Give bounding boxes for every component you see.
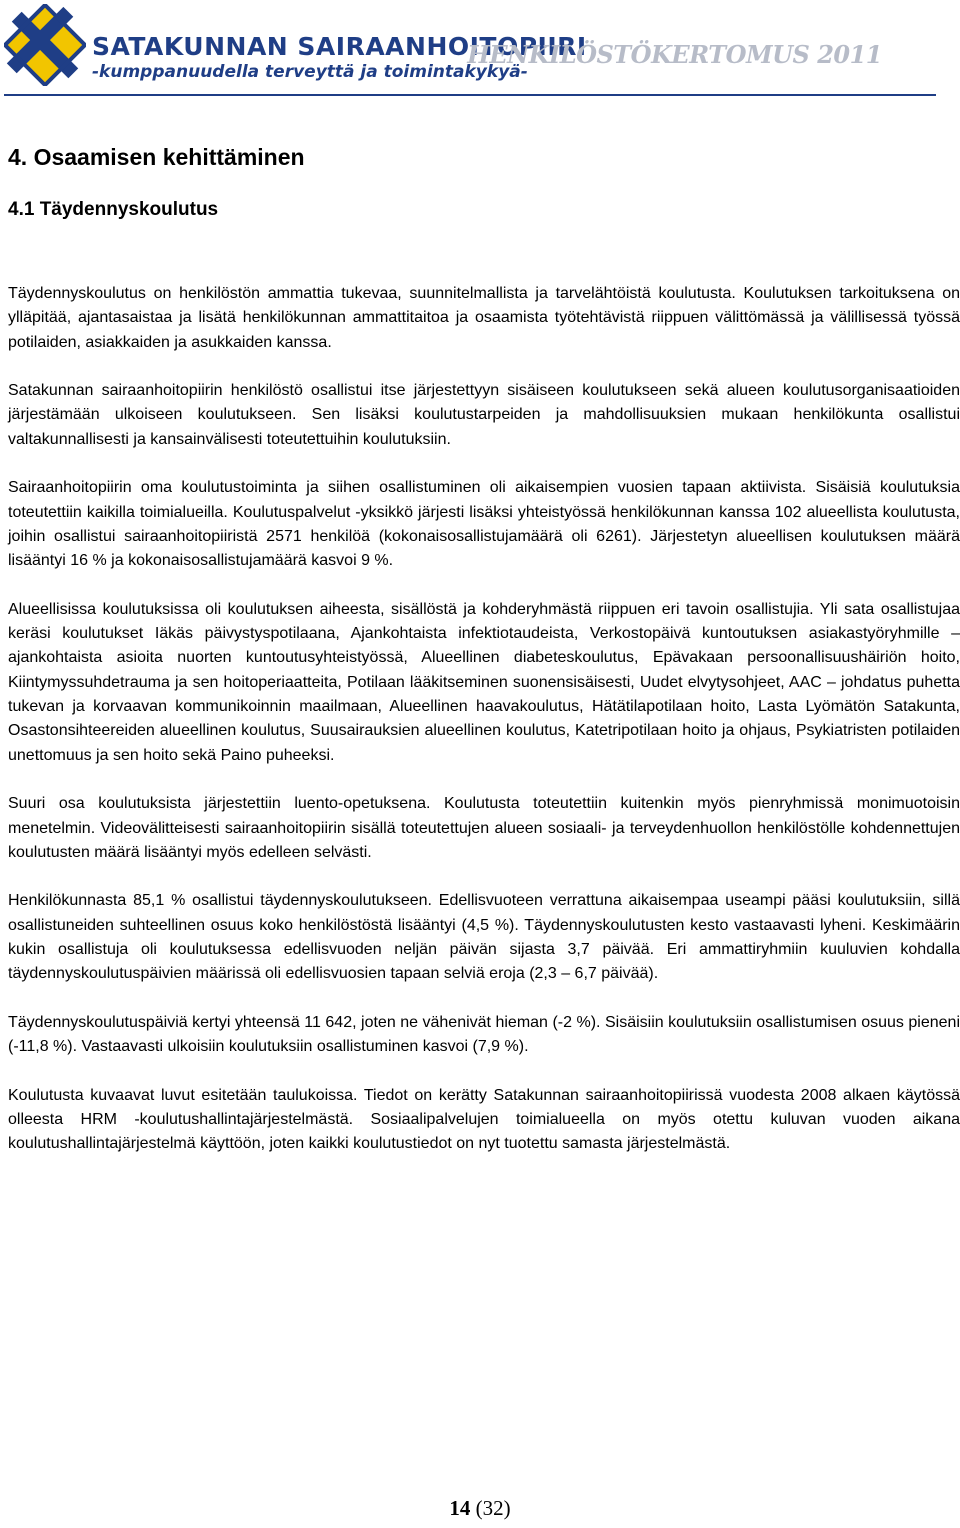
paragraph: Täydennyskoulutus on henkilöstön ammattia tukevaa, suunnitelmallista ja tarvelähtöistä koulutusta. Koulutuksen tarkoituksena on ylläpitää, ajantasaistaa ja lisätä henkilökunnan ammattitaitoa ja osaamista työtehtävistä riippuen välittömässä ja välillisessä työssä potilaiden, asiakkaiden ja asukkaiden kanssa.	[8, 285, 960, 351]
paragraph: Sairaanhoitopiirin oma koulutustoiminta ja siihen osallistuminen oli aikaisempien vuosien tapaan aktiivista. Sisäisiä koulutuksia toteutettiin kaikilla toimialueilla. Koulutuspalvelut -yksikkö järjesti lisäksi yhteistyössä henkilökunnan kanssa 102 alueellista koulutusta, joihin osallistui sairaanhoitopiiristä 2571 henkilöä (kokonaisosallistujamäärä oli 6261). Järjestetyn alueellisen koulutuksen määrä lisääntyi 16 % ja kokonaisosallistujamäärä kasvoi 9 %.	[8, 479, 960, 570]
page-number	[0, 1496, 960, 1521]
subsection-heading: 4.1 Täydennyskoulutus	[8, 199, 219, 220]
report-title: HENKILÖSTÖKERTOMUS 2011	[467, 40, 882, 69]
paragraph: Koulutusta kuvaavat luvut esitetään taulukoissa. Tiedot on kerätty Satakunnan sairaanhoitopiirissä vuodesta 2008 alkaen käytössä olleesta HRM -koulutushallintajärjestelmästä. Sosiaalipalvelujen toimialueella on myös otettu kuluvan vuoden aikana koulutushallintajärjestelmä käyttöön, joten kaikki koulutustiedot on nyt tuotettu samasta järjestelmästä.	[8, 1086, 960, 1153]
page-number-total: (32)	[475, 1496, 511, 1520]
paragraph: Satakunnan sairaanhoitopiirin henkilöstö osallistui itse järjestettyyn sisäiseen koulutukseen sekä alueen koulutusorganisaatioiden järjestämään ulkoiseen koulutukseen. Sen lisäksi koulutustarpeiden ja mahdollisuuksien mukaan henkilökunta osallistui valtakunnallisesti ja kansainvälisesti toteutettuihin koulutuksiin.	[8, 382, 960, 448]
page-number-current: 14	[449, 1496, 471, 1520]
organization-tagline: -kumppanuudella terveyttä ja toimintakykyä-	[92, 62, 528, 82]
organization-name: SATAKUNNAN SAIRAANHOITOPIIRI	[92, 32, 587, 61]
paragraph: Täydennyskoulutuspäiviä kertyi yhteensä 11 642, joten ne vähenivät hieman (-2 %). Sisäisiin koulutuksiin osallistumisen osuus pieneni (-11,8 %). Vastaavasti ulkoisiin koulutuksiin osallistuminen kasvoi (7,9 %).	[8, 1013, 960, 1056]
paragraph: Alueellisissa koulutuksissa oli koulutuksen aiheesta, sisällöstä ja kohderyhmästä riippuen eri tavoin osallistujia. Yli sata osallistujaa keräsi koulutukset Iäkäs päivystyspotilaana, Ajankohtaista infektiotaudeista, Verkostopäivä kuntoutuksen asiakastyöryhmille – ajankohtaista asioita nuorten kuntoutusyhteistyössä, Alueellinen diabeteskoulutus, Epävakaan persoonallisuushäiriön hoito, Kiintymyssuhdetrauma ja sen hoitoperiaatteita, Potilaan lääkitseminen suonensisäisesti, Uudet elvytysohjeet, AAC – johdatus puhetta tukevan ja korvaavan kommunikoinnin maailmaan, Alueellinen haavakoulutus, Hätätilapotilaan hoito, Lasta Lyömätön Satakunta, Osastonsihteereiden alueellinen koulutus, Suusairauksien alueellinen koulutus, Katetripotilaan hoito ja ohjaus, Psykiatristen potilaiden unettomuus ja sen hoito sekä Paino puheeksi.	[8, 600, 960, 764]
section-heading: 4. Osaamisen kehittäminen	[8, 144, 305, 170]
paragraph: Suuri osa koulutuksista järjestettiin luento-opetuksena. Koulutusta toteutettiin kuitenkin myös pienryhmissä monimuotoisin menetelmin. Videovälitteisesti sairaanhoitopiirin sisällä toteutettujen alueen sosiaali- ja terveydenhuollon henkilöstölle kohdennettujen koulutusten määrä lisääntyi myös edelleen selvästi.	[8, 795, 960, 861]
page-header	[0, 0, 960, 100]
district-emblem-icon	[4, 4, 86, 86]
body-text	[8, 282, 960, 1181]
header-divider	[4, 94, 936, 96]
paragraph: Henkilökunnasta 85,1 % osallistui täydennyskoulutukseen. Edellisvuoteen verrattuna aikaisempaa useampi pääsi koulutuksiin, sillä osallistuneiden suhteellinen osuus koko henkilöstöstä lisääntyi (4,5 %). Täydennyskoulutusten kesto vastaavasti lyheni. Keskimäärin kukin osallistuja oli koulutuksessa edellisvuoden neljän päivän sijasta 3,7 päivää. Eri ammattiryhmiin kuuluvien kohdalla täydennyskoulutuspäivien määrissä oli edellisvuosien tapaan selviä eroja (2,3 – 6,7 päivää).	[8, 892, 960, 983]
